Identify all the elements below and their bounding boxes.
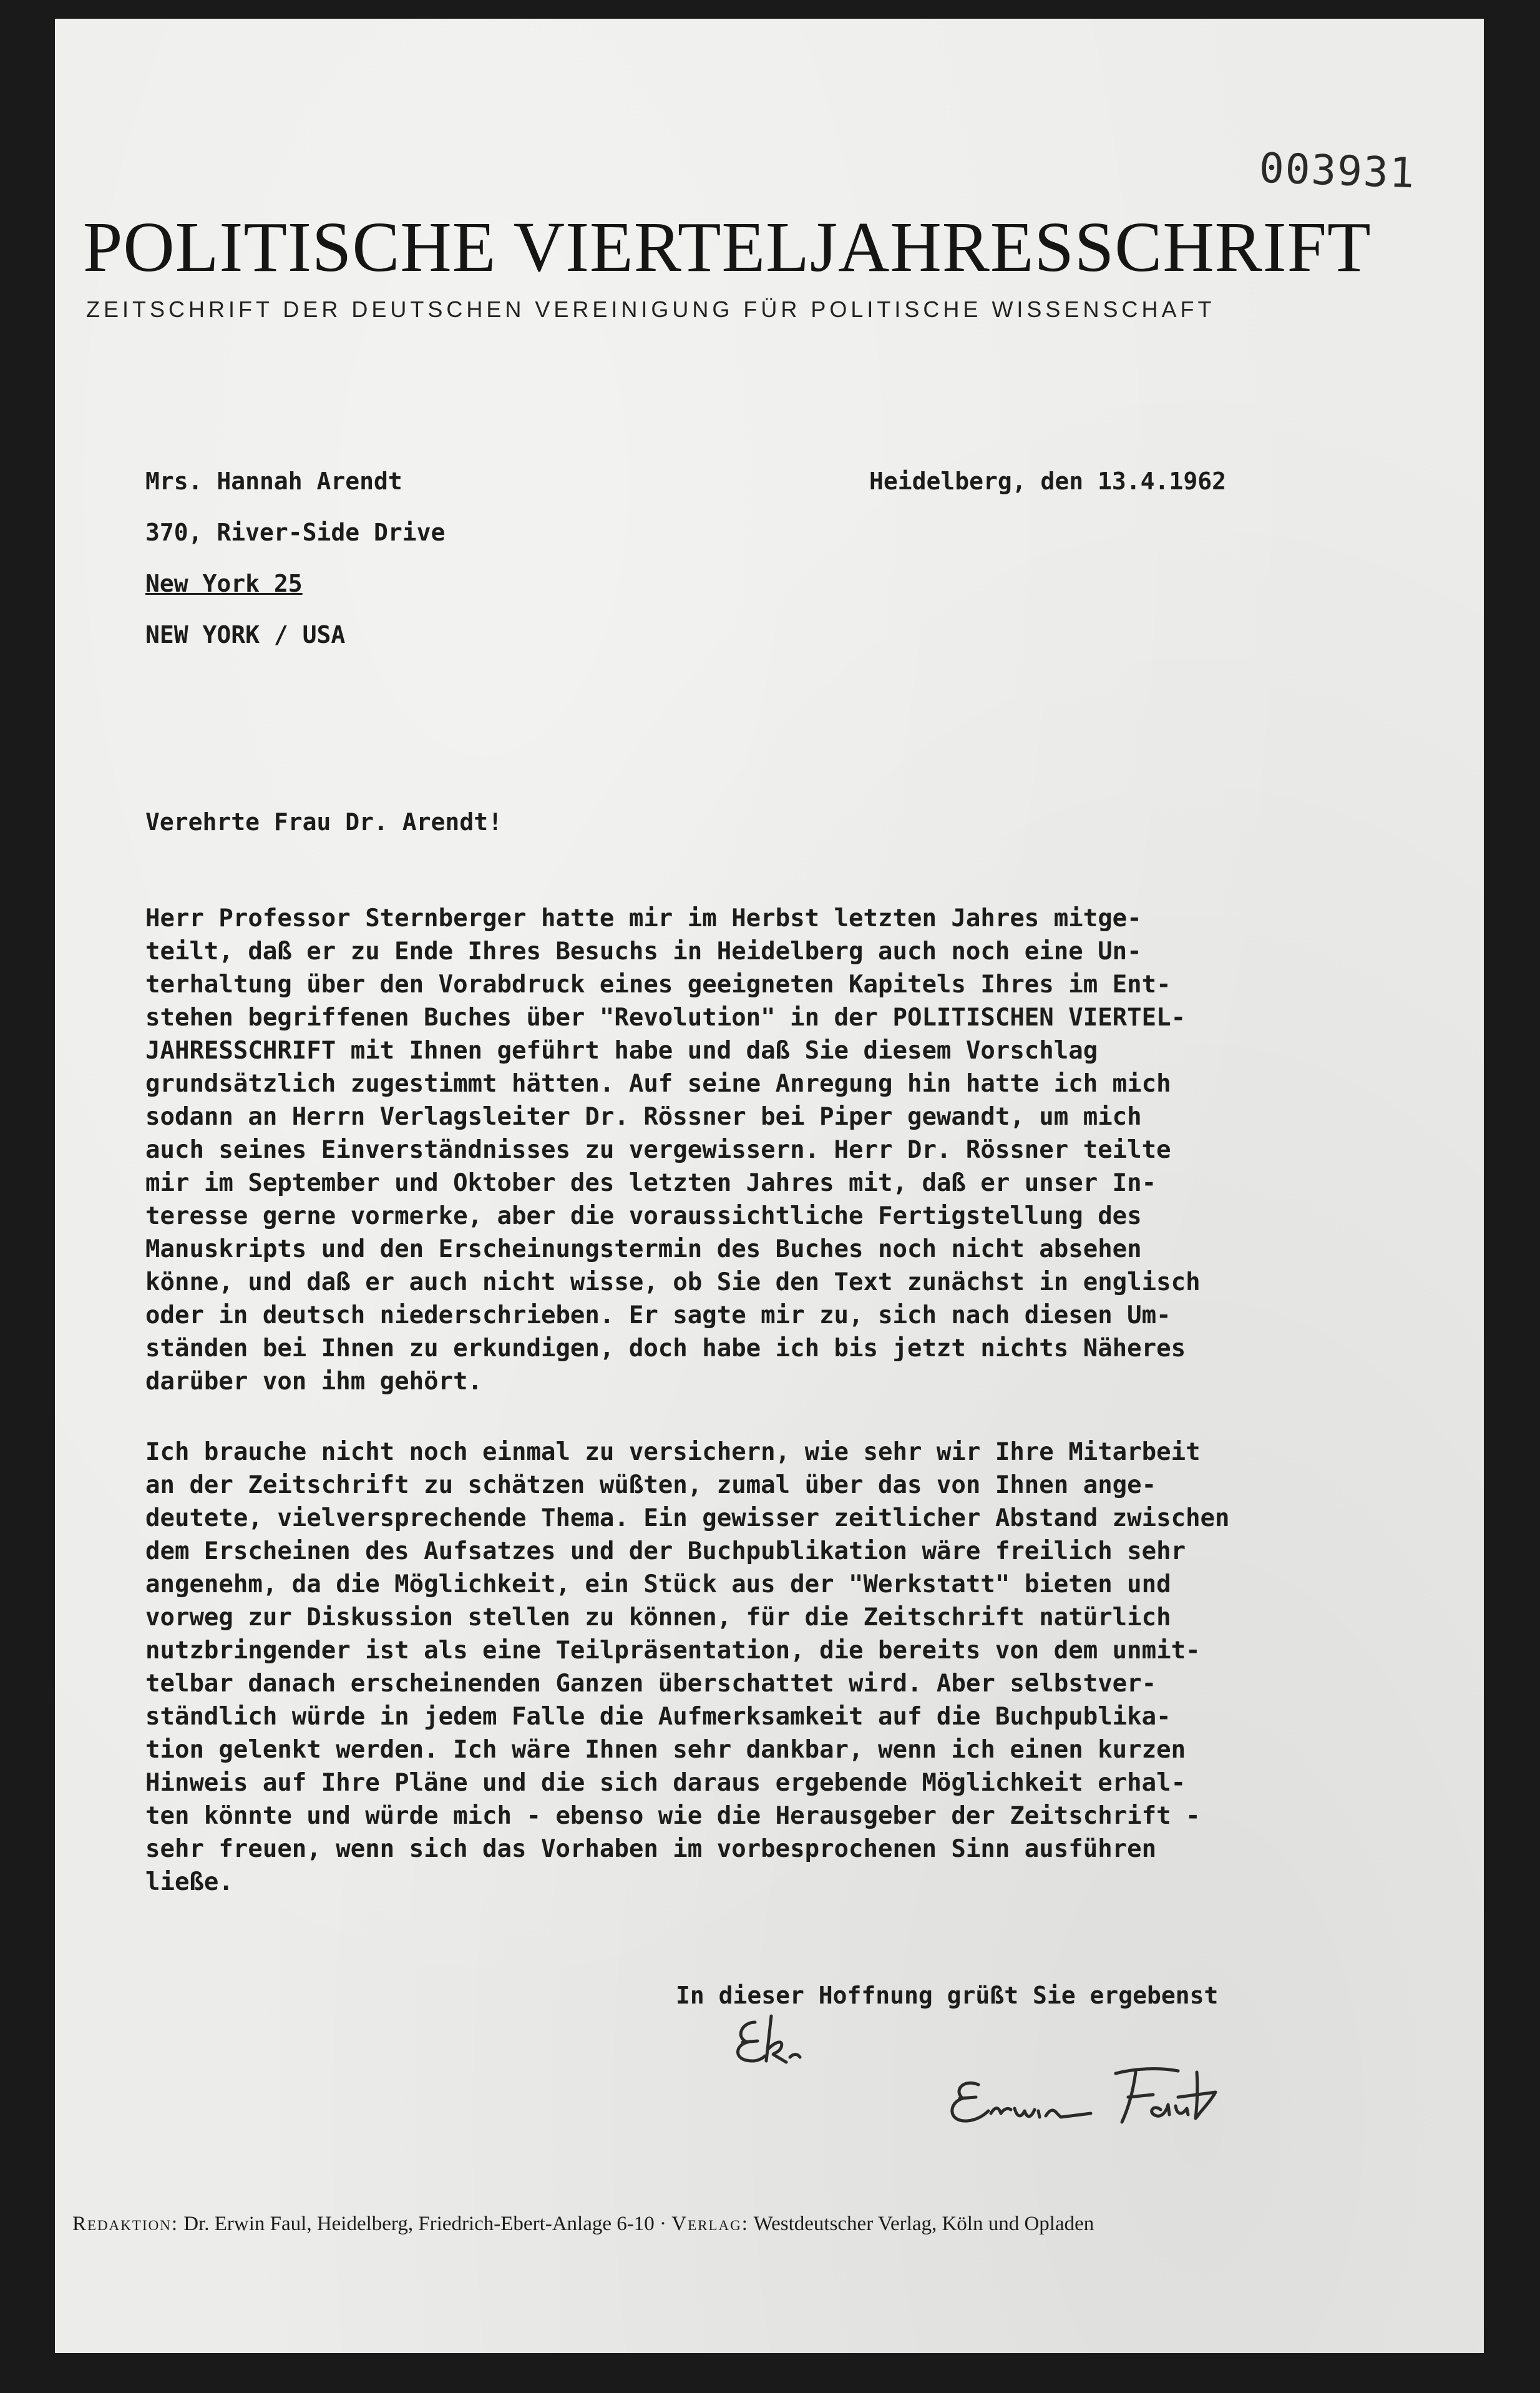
handwritten-name: [952, 2069, 1216, 2122]
text-line: dem Erscheinen des Aufsatzes und der Buchpublikation wäre freilich sehr: [145, 1537, 1186, 1565]
footer-redaktion-address: Dr. Erwin Faul, Heidelberg, Friedrich-Ebert-Anlage 6-10: [183, 2213, 655, 2235]
recipient-name: Mrs. Hannah Arendt: [145, 467, 402, 495]
text-line: JAHRESSCHRIFT mit Ihnen geführt habe und daß Sie diesem Vorschlag: [145, 1037, 1098, 1065]
text-line: telbar danach erscheinenden Ganzen überschattet wird. Aber selbstver-: [145, 1670, 1157, 1698]
footer-verlag-label: Verlag:: [671, 2213, 749, 2235]
closing-line: In dieser Hoffnung grüßt Sie ergebenst: [676, 1982, 1219, 2009]
text-line: tion gelenkt werden. Ich wäre Ihnen sehr dankbar, wenn ich einen kurzen: [145, 1736, 1186, 1764]
text-line: Herr Professor Sternberger hatte mir im Herbst letzten Jahres mitge-: [145, 904, 1142, 932]
date-line: Heidelberg, den 13.4.1962: [869, 467, 1226, 495]
footer-redaktion-label: Redaktion:: [72, 2213, 178, 2235]
recipient-city: New York 25: [145, 570, 303, 597]
text-line: ständen bei Ihnen zu erkundigen, doch habe ich bis jetzt nichts Näheres: [145, 1334, 1186, 1363]
text-line: ließe.: [145, 1868, 233, 1896]
footer-separator: ·: [660, 2213, 667, 2235]
handwritten-initials: [738, 2016, 800, 2062]
masthead-subtitle: ZEITSCHRIFT DER DEUTSCHEN VEREINIGUNG FÜR POLITISCHE WISSENSCHAFT: [86, 296, 1216, 322]
text-line: ten könnte und würde mich - ebenso wie die Herausgeber der Zeitschrift -: [145, 1802, 1201, 1830]
paragraph-2: [145, 1436, 1462, 1899]
text-line: teilt, daß er zu Ende Ihres Besuchs in Heidelberg auch noch eine Un-: [145, 937, 1142, 966]
recipient-country: NEW YORK / USA: [145, 621, 346, 648]
text-line: könne, und daß er auch nicht wisse, ob Sie den Text zunächst in englisch: [145, 1268, 1201, 1296]
salutation: Verehrte Frau Dr. Arendt!: [145, 808, 502, 836]
text-line: Manuskripts und den Erscheinungstermin des Buches noch nicht absehen: [145, 1235, 1142, 1263]
text-line: darüber von ihm gehört.: [145, 1368, 483, 1396]
text-line: Hinweis auf Ihre Pläne und die sich daraus ergebende Möglichkeit erhal-: [145, 1769, 1186, 1797]
text-line: stehen begriffenen Buches über "Revolution" in der POLITISCHEN VIERTEL-: [145, 1004, 1186, 1032]
text-line: angenehm, da die Möglichkeit, ein Stück aus der "Werkstatt" bieten und: [145, 1570, 1171, 1598]
text-line: an der Zeitschrift zu schätzen wüßten, zumal über das von Ihnen ange-: [145, 1471, 1157, 1499]
letter-page: [55, 19, 1484, 2353]
text-line: grundsätzlich zugestimmt hätten. Auf seine Anregung hin hatte ich mich: [145, 1070, 1171, 1098]
archive-number-stamp: 003931: [1258, 144, 1416, 198]
text-line: mir im September und Oktober des letzten Jahres mit, daß er unser In-: [145, 1169, 1157, 1197]
text-line: oder in deutsch niederschrieben. Er sagte mir zu, sich nach diesen Um-: [145, 1301, 1171, 1329]
text-line: Ich brauche nicht noch einmal zu versichern, wie sehr wir Ihre Mitarbeit: [145, 1438, 1201, 1466]
letterhead-footer: [72, 2213, 1094, 2236]
text-line: vorweg zur Diskussion stellen zu können, für die Zeitschrift natürlich: [145, 1603, 1171, 1632]
text-line: sodann an Herrn Verlagsleiter Dr. Rössner bei Piper gewandt, um mich: [145, 1103, 1142, 1131]
text-line: terhaltung über den Vorabdruck eines geeigneten Kapitels Ihres im Ent-: [145, 971, 1171, 999]
text-line: ständlich würde in jedem Falle die Aufmerksamkeit auf die Buchpublika-: [145, 1703, 1171, 1731]
footer-verlag-name: Westdeutscher Verlag, Köln und Opladen: [753, 2213, 1094, 2235]
text-line: deutete, vielversprechende Thema. Ein gewisser zeitlicher Abstand zwischen: [145, 1504, 1230, 1532]
text-line: nutzbringender ist als eine Teilpräsentation, die bereits von dem unmit-: [145, 1637, 1201, 1665]
text-line: sehr freuen, wenn sich das Vorhaben im vorbesprochenen Sinn ausführen: [145, 1835, 1157, 1863]
recipient-street: 370, River-Side Drive: [145, 519, 446, 546]
text-line: teresse gerne vormerke, aber die voraussichtliche Fertigstellung des: [145, 1202, 1142, 1230]
recipient-address: [145, 456, 445, 660]
paragraph-1: [145, 902, 1462, 1398]
masthead-title: POLITISCHE VIERTELJAHRESSCHRIFT: [83, 207, 1372, 286]
handwritten-signature: [716, 2004, 1278, 2166]
text-line: auch seines Einverständnisses zu vergewissern. Herr Dr. Rössner teilte: [145, 1136, 1171, 1164]
